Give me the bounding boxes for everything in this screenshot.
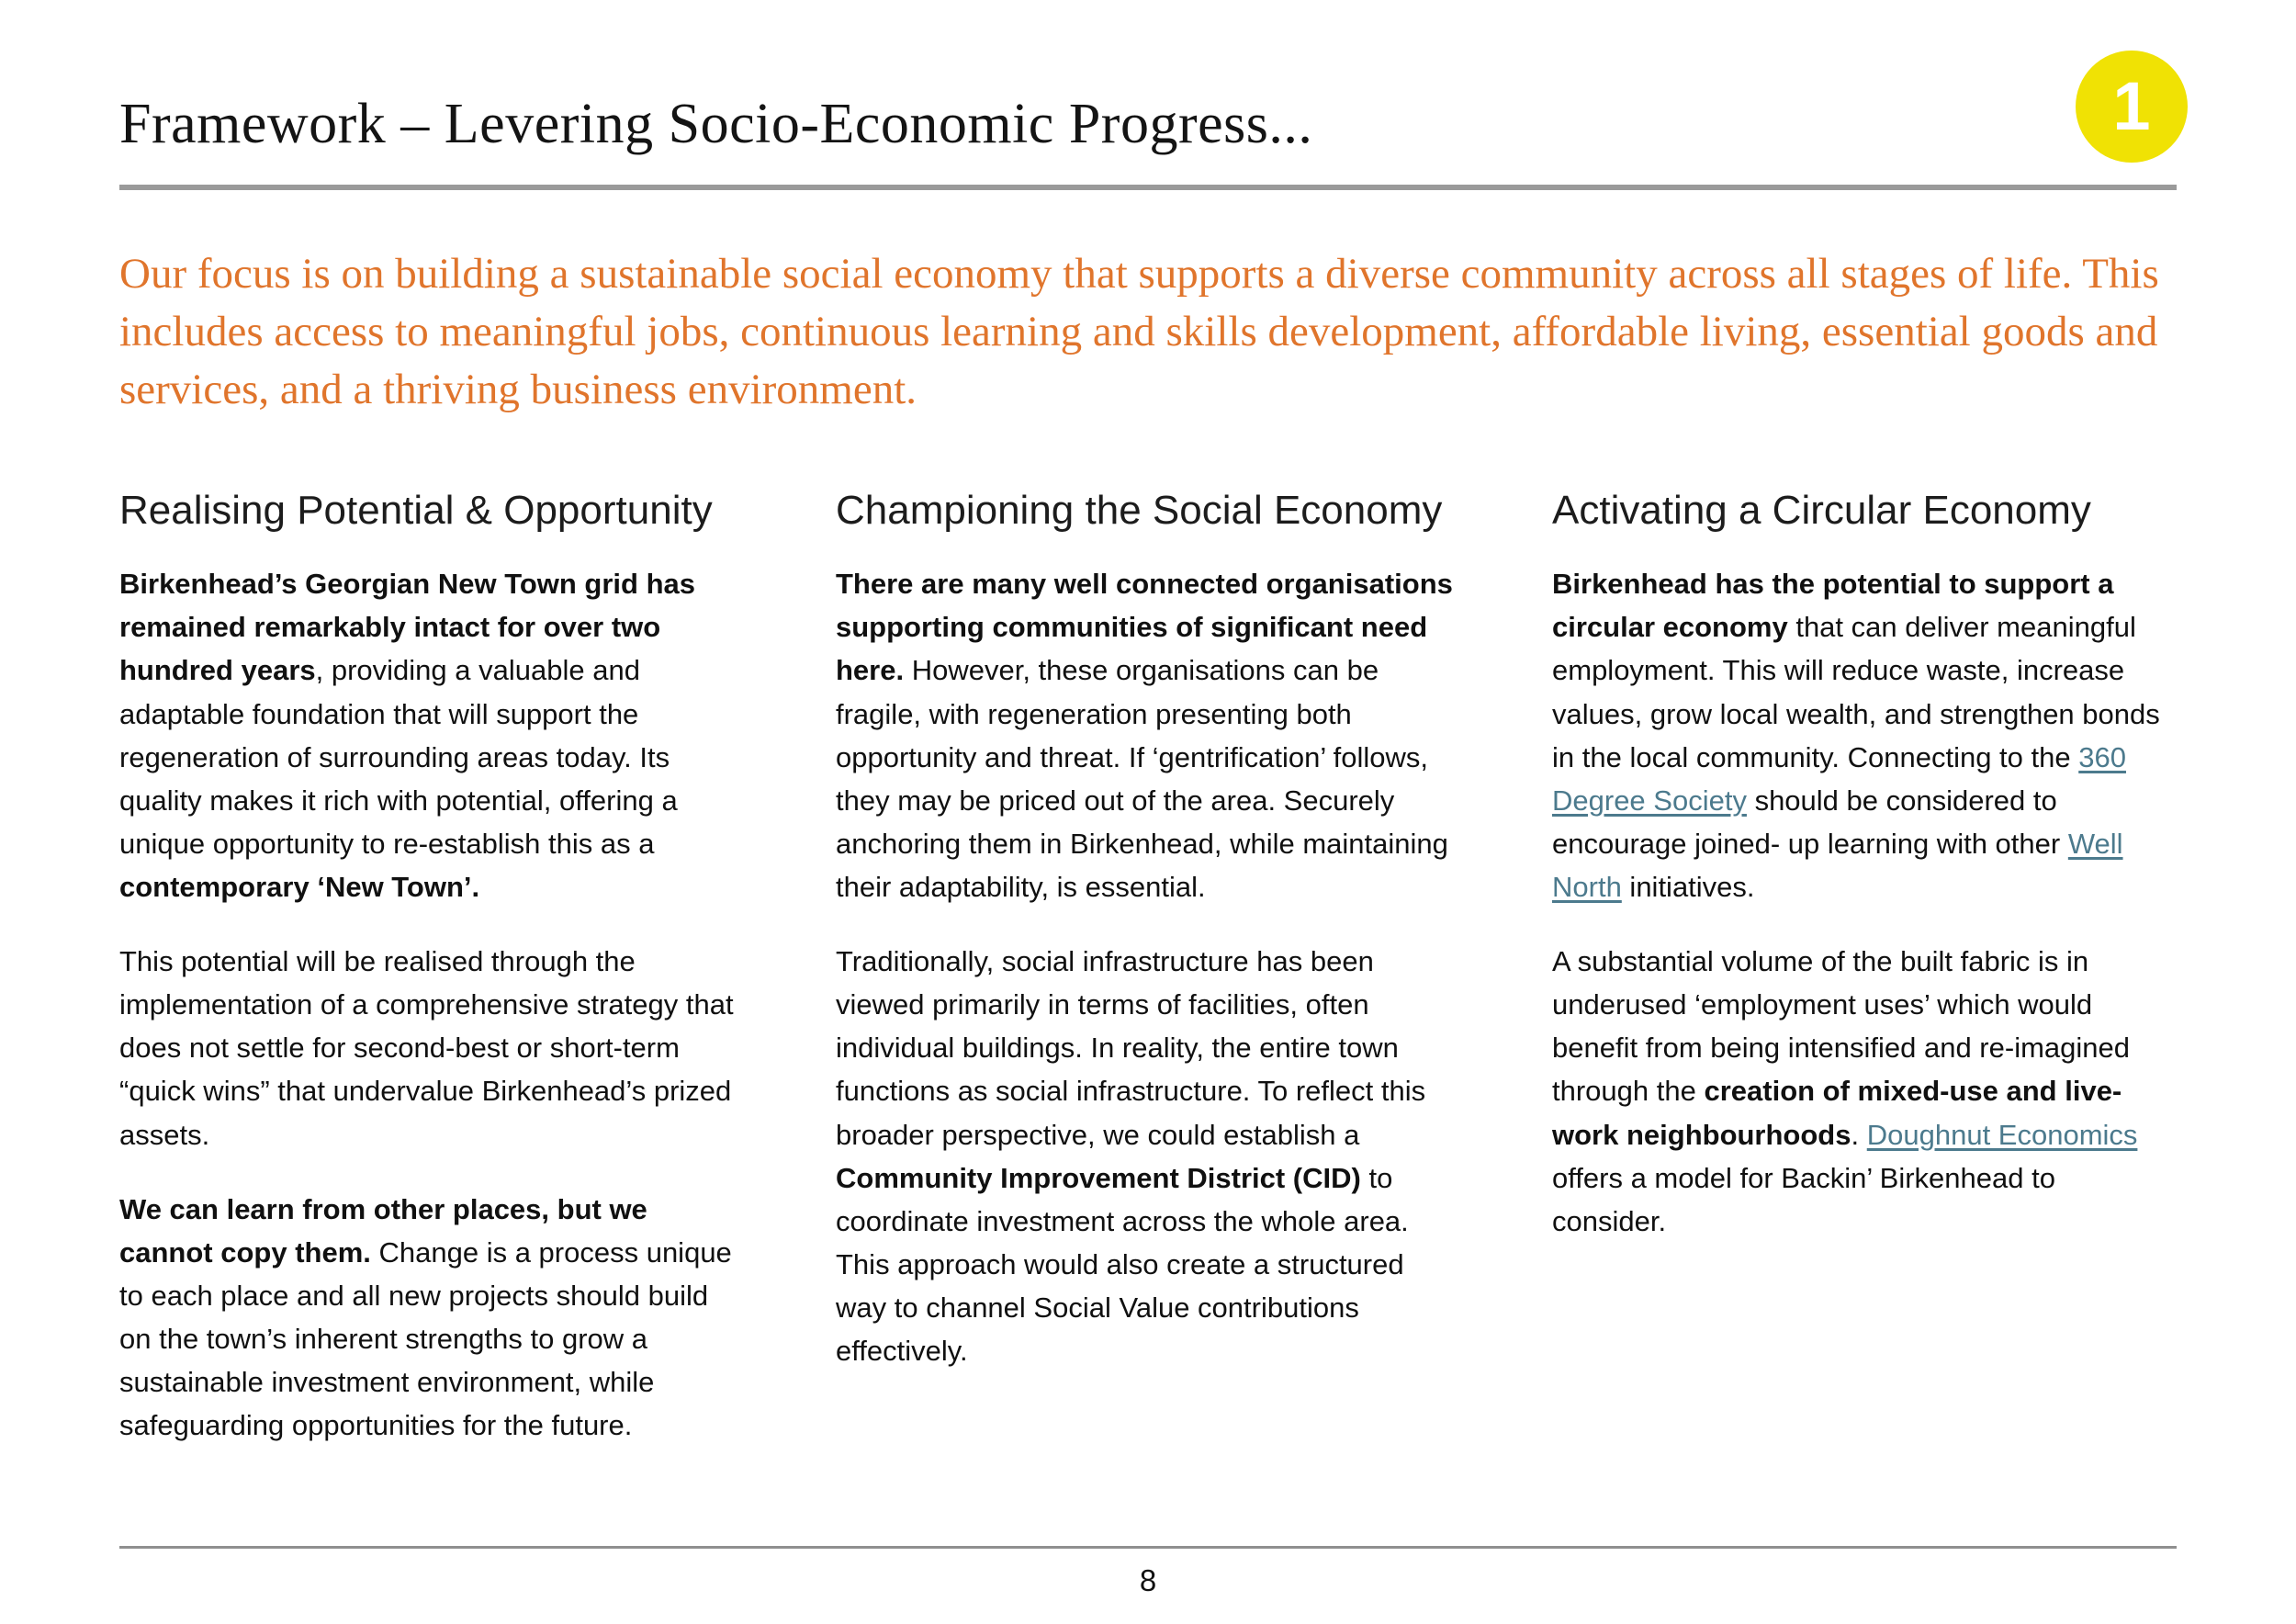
content-columns	[119, 485, 2177, 1478]
column-circular-economy	[1552, 485, 2177, 1478]
text-run: should be considered to encourage joined- up learning with other	[1552, 784, 2068, 860]
bold-text-run: There are many well connected organisations supporting communities of significant need here.	[836, 568, 1453, 687]
bold-text-run: Community Improvement District (CID)	[836, 1161, 1361, 1194]
page-title: Framework – Levering Socio-Economic Progress...	[119, 93, 1313, 155]
badge-number: 1	[2112, 68, 2151, 144]
paragraph	[836, 562, 1460, 908]
bold-text-run: contemporary ‘New Town’.	[119, 870, 480, 903]
bold-text-run: creation of mixed-use and live-work neighbourhoods	[1552, 1075, 2122, 1151]
text-run: that can deliver meaningful employment. This will reduce waste, increase values, grow local wealth, and strengthen bonds in the local community. Connecting to the	[1552, 611, 2160, 773]
column-heading: Realising Potential & Opportunity	[119, 487, 713, 533]
column-heading: Championing the Social Economy	[836, 487, 1443, 533]
text-run: to coordinate investment across the whole area. This approach would also create a structured way to channel Social Value contributions effectively.	[836, 1161, 1409, 1368]
footer-divider	[119, 1546, 2177, 1549]
bold-text-run: Birkenhead has the potential to support a circular economy	[1552, 568, 2114, 644]
paragraph	[1552, 562, 2177, 908]
title-divider	[119, 185, 2177, 190]
text-run: Change is a process unique to each place and all new projects should build on the town’s inherent strengths to grow a sustainable investment environment, while safeguarding opportunities for the future.	[119, 1235, 732, 1442]
page-number: 8	[1139, 1563, 1157, 1597]
column-heading: Activating a Circular Economy	[1552, 487, 2091, 533]
text-run: .	[1851, 1118, 1867, 1151]
text-run: Traditionally, social infrastructure has been viewed primarily in terms of facilities, often individual buildings. In reality, the entire town functions as social infrastructure. To reflect this broader perspective, we could establish a	[836, 945, 1426, 1151]
text-link[interactable]: Well North	[1552, 827, 2123, 903]
text-run: initiatives.	[1621, 870, 1755, 903]
paragraph	[119, 1188, 744, 1448]
paragraph	[836, 940, 1460, 1372]
paragraph	[1552, 940, 2177, 1243]
text-run: This potential will be realised through the implementation of a comprehensive strategy that does not settle for second-best or short-term “quick wins” that undervalue Birkenhead’s prized assets.	[119, 945, 734, 1151]
paragraph	[119, 562, 744, 908]
bold-text-run: We can learn from other places, but we cannot copy them.	[119, 1192, 647, 1269]
bold-text-run: Birkenhead’s Georgian New Town grid has remained remarkably intact for over two hundred years	[119, 568, 696, 687]
intro-paragraph: Our focus is on building a sustainable social economy that supports a diverse community across all stages of life. This includes access to meaningful jobs, continuous learning and skills development, affordable living, essential goods and services, and a thriving business environment.	[119, 250, 2159, 413]
text-link[interactable]: Doughnut Economics	[1866, 1118, 2138, 1151]
text-run: A substantial volume of the built fabric is in underused ‘employment uses’ which would benefit from being intensified and re-imagined through the	[1552, 945, 2130, 1108]
page-footer	[119, 1546, 2177, 1598]
text-run: However, these organisations can be fragile, with regeneration presenting both opportunity and threat. If ‘gentrification’ follows, they may be priced out of the area. Securely anchoring them in Birkenhead, while maintaining their adaptability, is essential.	[836, 654, 1448, 903]
slide-number-badge	[2076, 51, 2188, 163]
paragraph	[119, 940, 744, 1156]
column-realising-potential	[119, 485, 744, 1478]
text-link[interactable]: 360 Degree Society	[1552, 740, 2126, 817]
text-run: offers a model for Backin’ Birkenhead to consider.	[1552, 1161, 2055, 1237]
text-run: , providing a valuable and adaptable foundation that will support the regeneration of surrounding areas today. Its quality makes it rich with potential, offering a unique opportunity to re-establish this as a	[119, 654, 678, 860]
column-social-economy	[836, 485, 1460, 1478]
